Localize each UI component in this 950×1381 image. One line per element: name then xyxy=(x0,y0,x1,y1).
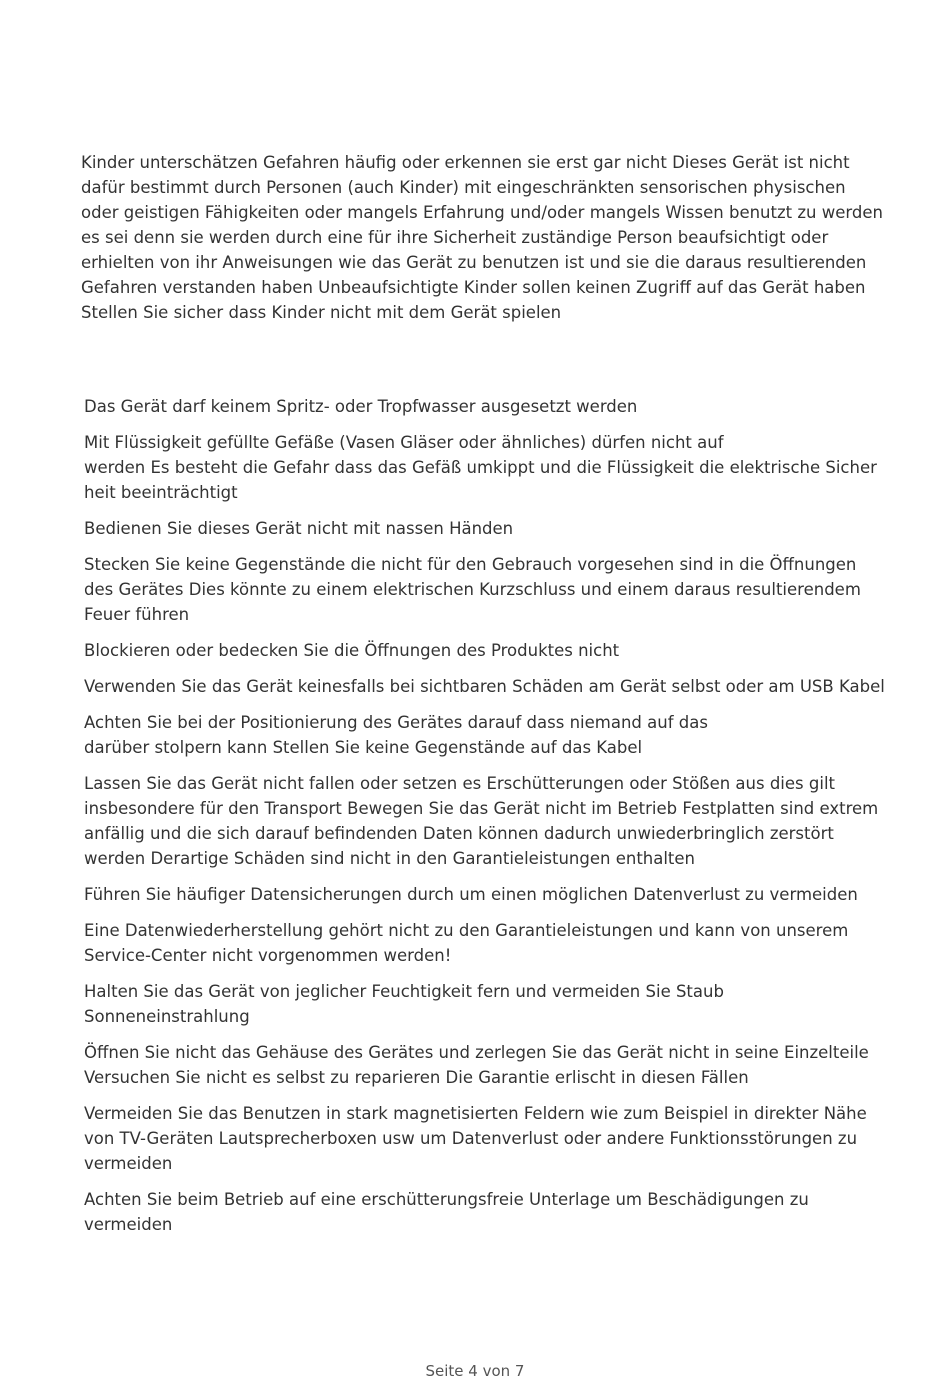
instruction-item xyxy=(84,771,899,871)
instruction-item xyxy=(84,918,899,968)
instruction-line: vermeiden xyxy=(84,1154,173,1173)
intro-line: es sei denn sie werden durch eine für ihre Sicherheit zuständige Person beaufsichtigt oder xyxy=(81,228,829,247)
instruction-line: vermeiden xyxy=(84,1215,173,1234)
instruction-item xyxy=(84,394,899,419)
instruction-line: Mit Flüssigkeit gefüllte Gefäße (Vasen Gläser oder ähnliches) dürfen nicht auf xyxy=(84,433,724,452)
instruction-line: Das Gerät darf keinem Spritz- oder Tropfwasser ausgesetzt werden xyxy=(84,397,638,416)
instruction-item xyxy=(84,552,899,627)
intro-line: oder geistigen Fähigkeiten oder mangels Erfahrung und/oder mangels Wissen benutzt zu werden xyxy=(81,203,883,222)
instruction-line: insbesondere für den Transport Bewegen Sie das Gerät nicht im Betrieb Festplatten sind extrem xyxy=(84,799,879,818)
instruction-line: Sonneneinstrahlung xyxy=(84,1007,250,1026)
instruction-line: Stecken Sie keine Gegenstände die nicht für den Gebrauch vorgesehen sind in die Öffnungen xyxy=(84,555,857,574)
instruction-item xyxy=(84,516,899,541)
instruction-item xyxy=(84,979,899,1029)
instruction-item xyxy=(84,1040,899,1090)
instruction-line: Achten Sie beim Betrieb auf eine erschütterungsfreie Unterlage um Beschädigungen zu xyxy=(84,1190,809,1209)
instruction-line: Feuer führen xyxy=(84,605,190,624)
page-number: Seite 4 von 7 xyxy=(425,1362,525,1380)
instruction-line: Blockieren oder bedecken Sie die Öffnungen des Produktes nicht xyxy=(84,641,620,660)
instruction-line: werden Derartige Schäden sind nicht in den Garantieleistungen enthalten xyxy=(84,849,696,868)
instruction-line: Verwenden Sie das Gerät keinesfalls bei sichtbaren Schäden am Gerät selbst oder am USB Kabel xyxy=(84,677,885,696)
instruction-line: von TV-Geräten Lautsprecherboxen usw um Datenverlust oder andere Funktionsstörungen zu xyxy=(84,1129,858,1148)
instruction-item xyxy=(84,430,899,505)
instruction-line: darüber stolpern kann Stellen Sie keine Gegenstände auf das Kabel xyxy=(84,738,643,757)
instruction-line: Halten Sie das Gerät von jeglicher Feuchtigkeit fern und vermeiden Sie Staub xyxy=(84,982,724,1001)
instruction-line: anfällig und die sich darauf befindenden Daten können dadurch unwiederbringlich zerstört xyxy=(84,824,834,843)
intro-line: dafür bestimmt durch Personen (auch Kinder) mit eingeschränkten sensorischen physischen xyxy=(81,178,846,197)
instruction-item xyxy=(84,882,899,907)
instruction-line: Führen Sie häufiger Datensicherungen durch um einen möglichen Datenverlust zu vermeiden xyxy=(84,885,858,904)
intro-line: Stellen Sie sicher dass Kinder nicht mit dem Gerät spielen xyxy=(81,303,562,322)
instruction-item xyxy=(84,710,899,760)
instruction-item xyxy=(84,674,899,699)
instruction-line: Lassen Sie das Gerät nicht fallen oder setzen es Erschütterungen oder Stößen aus dies gilt xyxy=(84,774,835,793)
instruction-line: Bedienen Sie dieses Gerät nicht mit nassen Händen xyxy=(84,519,514,538)
instruction-item xyxy=(84,1101,899,1176)
instruction-line: Achten Sie bei der Positionierung des Gerätes darauf dass niemand auf das xyxy=(84,713,708,732)
safety-instructions-list xyxy=(84,394,899,1248)
instruction-line: werden Es besteht die Gefahr dass das Gefäß umkippt und die Flüssigkeit die elektrische Sicher xyxy=(84,458,877,477)
instruction-line: Öffnen Sie nicht das Gehäuse des Gerätes und zerlegen Sie das Gerät nicht in seine Einzelteile xyxy=(84,1043,869,1062)
instruction-item xyxy=(84,638,899,663)
instruction-line: Eine Datenwiederherstellung gehört nicht zu den Garantieleistungen und kann von unserem xyxy=(84,921,849,940)
instruction-line: Vermeiden Sie das Benutzen in stark magnetisierten Feldern wie zum Beispiel in direkter Nähe xyxy=(84,1104,867,1123)
instruction-line: heit beeinträchtigt xyxy=(84,483,238,502)
intro-line: Gefahren verstanden haben Unbeaufsichtigte Kinder sollen keinen Zugriff auf das Gerät haben xyxy=(81,278,866,297)
instruction-line: Service-Center nicht vorgenommen werden! xyxy=(84,946,452,965)
instruction-item xyxy=(84,1187,899,1237)
intro-line: Kinder unterschätzen Gefahren häufig oder erkennen sie erst gar nicht Dieses Gerät ist nicht xyxy=(81,153,850,172)
intro-line: erhielten von ihr Anweisungen wie das Gerät zu benutzen ist und sie die daraus resultierenden xyxy=(81,253,867,272)
instruction-line: des Gerätes Dies könnte zu einem elektrischen Kurzschluss und einem daraus resultierendem xyxy=(84,580,861,599)
intro-paragraph xyxy=(81,150,896,325)
instruction-line: Versuchen Sie nicht es selbst zu reparieren Die Garantie erlischt in diesen Fällen xyxy=(84,1068,749,1087)
